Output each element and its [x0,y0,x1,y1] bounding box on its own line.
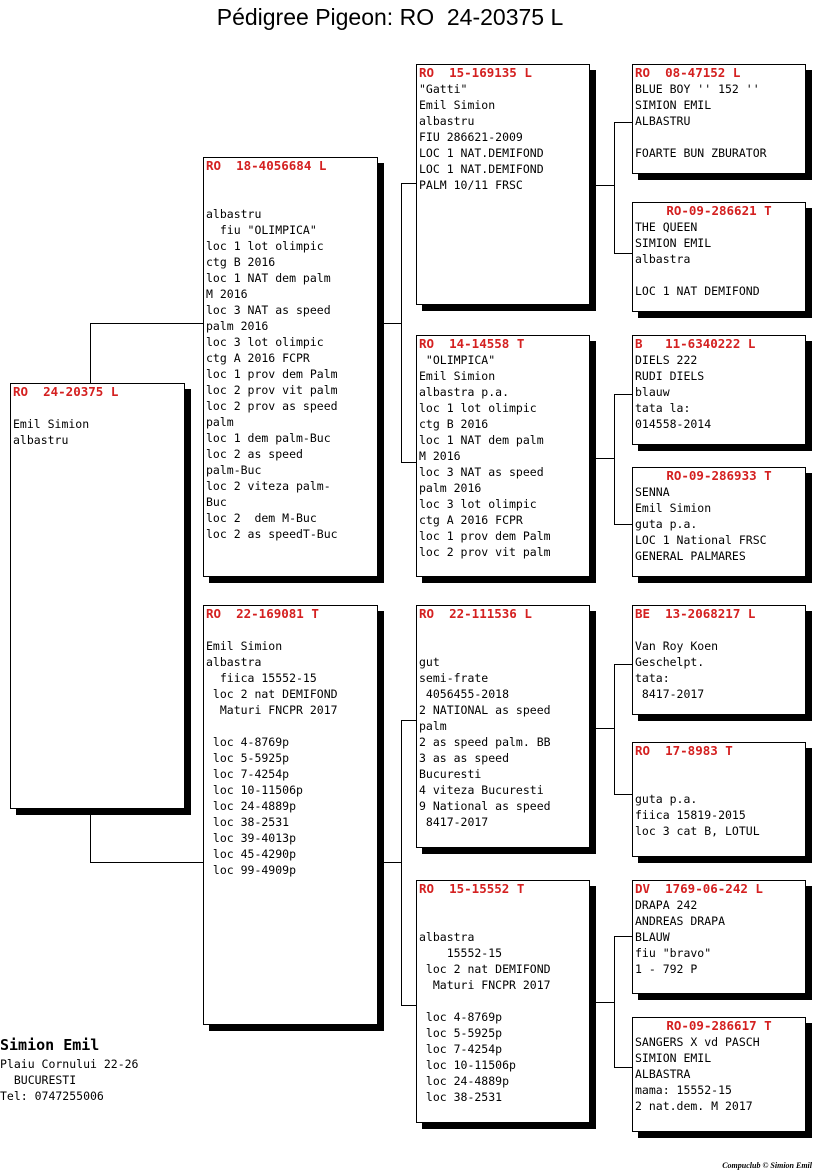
detail-line: fiica 15552-15 [206,671,317,685]
connector [614,664,632,665]
detail-line: BLAUW [635,930,670,944]
detail-line: SANGERS X vd PASCH [635,1035,760,1049]
ring-number: B 11-6340222 L [635,336,756,351]
detail-line [206,718,377,734]
ring-number: DV 1769-06-242 L [635,881,763,896]
detail-line: loc 45-4290p [206,847,297,861]
detail-line: semi-frate [419,671,489,685]
detail-line: SIMION EMIL [635,98,712,112]
detail-line: LOC 1 NAT.DEMIFOND [419,162,544,176]
connector [377,323,401,324]
detail-line: palm 2016 [206,319,269,333]
pigeon-details [633,1034,805,1114]
pigeon-card-dam-sire-sire[interactable] [632,605,806,715]
detail-line: LOC 1 NAT.DEMIFOND [419,146,544,160]
detail-line: loc 2 as speed [206,447,303,461]
connector [614,936,615,1068]
pigeon-details [633,81,805,161]
detail-line: loc 10-11506p [206,783,303,797]
footer-credit: Compuclub © Simion Emil [722,1161,812,1170]
detail-line: Emil Simion [419,98,496,112]
detail-line: Maturi FNCPR 2017 [206,703,338,717]
detail-line [635,129,805,145]
detail-line: loc 38-2531 [206,815,290,829]
detail-line [13,400,184,416]
detail-line: 4056455-2018 [419,687,510,701]
detail-line: loc 1 NAT dem palm [206,271,331,285]
detail-line: guta p.a. [635,792,698,806]
detail-line [419,622,589,638]
detail-line: M 2016 [206,287,248,301]
detail-line: ANDREAS DRAPA [635,914,726,928]
connector [590,1002,614,1003]
connector [401,183,417,184]
pigeon-details [204,622,377,878]
detail-line: DIELS 222 [635,353,698,367]
connector [614,524,632,525]
detail-line: GENERAL PALMARES [635,549,746,563]
detail-line: Emil Simion [419,369,496,383]
detail-line: ctg B 2016 [419,417,489,431]
detail-line: albastra p.a. [419,385,510,399]
detail-line: Bucuresti [419,767,482,781]
detail-line: 014558-2014 [635,417,712,431]
connector [401,462,417,463]
detail-line [419,897,589,913]
detail-line: ctg A 2016 FCPR [419,513,523,527]
detail-line: 8417-2017 [635,687,705,701]
detail-line: SENNA [635,485,670,499]
ring-number: BE 13-2068217 L [635,606,756,621]
detail-line: blauw [635,385,670,399]
connector [90,808,91,863]
pigeon-details [633,352,805,432]
connector [614,122,615,254]
ring-number: RO 22-169081 T [206,606,319,621]
detail-line: guta p.a. [635,517,698,531]
detail-line: FOARTE BUN ZBURATOR [635,146,767,160]
detail-line [206,622,377,638]
detail-line: 3 as as speed [419,751,510,765]
detail-line: Maturi FNCPR 2017 [419,978,551,992]
pigeon-card-dam-dam-dam[interactable] [632,1017,806,1132]
detail-line: ALBASTRA [635,1067,691,1081]
pigeon-card-sire-dam-dam[interactable] [632,467,806,577]
detail-line: loc 7-4254p [419,1042,503,1056]
detail-line [635,267,805,283]
connector [90,323,91,383]
detail-line: albastra [635,252,691,266]
connector [90,862,204,863]
detail-line: LOC 1 NAT DEMIFOND [635,284,760,298]
connector [614,253,632,254]
owner-phone: Tel: 0747255006 [0,1089,104,1103]
connector [614,936,632,937]
ring-number: RO-09-286621 T [666,203,772,218]
owner-name: Simion Emil [0,1036,100,1054]
ring-number: RO 15-15552 T [419,881,525,896]
connector [590,728,614,729]
detail-line [419,913,589,929]
detail-line: LOC 1 National FRSC [635,533,767,547]
detail-line: ALBASTRU [635,114,691,128]
detail-line: loc 3 lot olimpic [206,335,324,349]
detail-line: loc 3 lot olimpic [419,497,537,511]
detail-line: 2 NATIONAL as speed [419,703,551,717]
connector [614,664,615,795]
detail-line: loc 2 prov vit palm [419,545,551,559]
detail-line: fiu "bravo" [635,946,712,960]
connector [614,122,632,123]
detail-line: loc 1 lot olimpic [206,239,324,253]
detail-line: loc 2 prov as speed [206,399,338,413]
detail-line: 2 as speed palm. BB [419,735,551,749]
connector [614,1067,632,1068]
detail-line: SIMION EMIL [635,236,712,250]
owner-city: BUCURESTI [0,1073,77,1087]
detail-line: albastra [419,930,475,944]
detail-line: loc 7-4254p [206,767,290,781]
detail-line [206,190,377,206]
pigeon-details [633,759,805,839]
ring-number: RO-09-286617 T [666,1018,772,1033]
detail-line: palm 2016 [419,481,482,495]
detail-line [419,638,589,654]
detail-line: BLUE BOY '' 152 '' [635,82,760,96]
connector [614,394,632,395]
detail-line: fiu "OLIMPICA" [206,223,317,237]
detail-line: SIMION EMIL [635,1051,712,1065]
detail-line: Emil Simion [206,639,283,653]
detail-line: Geschelpt. [635,655,705,669]
detail-line: loc 2 prov vit palm [206,383,338,397]
detail-line: "Gatti" [419,82,468,96]
ring-number: RO 17-8983 T [635,743,733,758]
detail-line: loc 1 prov dem Palm [419,529,551,543]
detail-line: albastru [206,207,262,221]
detail-line: THE QUEEN [635,220,698,234]
detail-line: loc 1 lot olimpic [419,401,537,415]
ring-number: RO 18-4056684 L [206,158,327,173]
ring-number: RO-09-286933 T [666,468,772,483]
detail-line: M 2016 [419,449,461,463]
detail-line [635,622,805,638]
pigeon-details [633,219,805,299]
detail-line: ctg A 2016 FCPR [206,351,310,365]
detail-line: ctg B 2016 [206,255,276,269]
detail-line: 1 - 792 P [635,962,698,976]
detail-line: RUDI DIELS [635,369,705,383]
connector [614,394,615,525]
detail-line: 2 nat.dem. M 2017 [635,1099,753,1113]
pigeon-card-sire-dam-sire[interactable] [632,335,806,445]
pigeon-card-sire-dam[interactable] [416,335,590,577]
detail-line: loc 2 viteza palm- [206,479,331,493]
detail-line: loc 5-5925p [206,751,290,765]
detail-line: loc 3 NAT as speed [206,303,331,317]
detail-line: loc 39-4013p [206,831,297,845]
pigeon-details [417,81,589,193]
pigeon-details [417,622,589,830]
connector [401,720,417,721]
connector [401,1005,417,1006]
pigeon-card-dam-dam-sire[interactable] [632,880,806,994]
connector [590,185,614,186]
detail-line [206,174,377,190]
pigeon-details [11,400,184,448]
pigeon-details [633,622,805,702]
ring-number: RO 24-20375 L [13,384,119,399]
detail-line: tata la: [635,401,691,415]
connector [90,323,204,324]
pigeon-details [204,174,377,542]
detail-line: loc 3 NAT as speed [419,465,544,479]
detail-line: tata: [635,671,670,685]
pigeon-details [417,352,589,560]
detail-line: fiica 15819-2015 [635,808,746,822]
detail-line: PALM 10/11 FRSC [419,178,523,192]
detail-line: loc 1 dem palm-Buc [206,431,331,445]
detail-line: loc 4-8769p [419,1010,503,1024]
pigeon-card-dam[interactable] [203,605,378,1025]
detail-line: albastru [419,114,475,128]
detail-line: loc 2 as speedT-Buc [206,527,338,541]
detail-line: Buc [206,495,227,509]
detail-line [635,759,805,775]
detail-line: loc 5-5925p [419,1026,503,1040]
detail-line: Van Roy Koen [635,639,719,653]
detail-line: loc 2 nat DEMIFOND [206,687,338,701]
pigeon-card-sire[interactable] [203,157,378,577]
connector [401,720,402,1006]
detail-line: albastra [206,655,262,669]
detail-line: gut [419,655,440,669]
detail-line: FIU 286621-2009 [419,130,523,144]
detail-line: palm-Buc [206,463,262,477]
detail-line: 4 viteza Bucuresti [419,783,544,797]
ring-number: RO 14-14558 T [419,336,525,351]
ring-number: RO 08-47152 L [635,65,741,80]
detail-line: 15552-15 [419,946,503,960]
detail-line: loc 4-8769p [206,735,290,749]
detail-line [635,775,805,791]
detail-line: albastru [13,433,69,447]
connector [401,183,402,463]
detail-line: loc 2 dem M-Buc [206,511,317,525]
detail-line: loc 1 prov dem Palm [206,367,338,381]
detail-line: loc 2 nat DEMIFOND [419,962,551,976]
detail-line: mama: 15552-15 [635,1083,732,1097]
connector [614,794,632,795]
pigeon-details [633,484,805,564]
ring-number: RO 15-169135 L [419,65,532,80]
detail-line: DRAPA 242 [635,898,698,912]
pigeon-details [633,897,805,977]
detail-line: palm [419,719,447,733]
owner-info [0,1034,138,1104]
pigeon-card-subject[interactable] [10,383,185,809]
detail-line: loc 24-4889p [419,1074,510,1088]
pigeon-card-dam-sire-dam[interactable] [632,742,806,857]
connector [377,862,401,863]
detail-line: palm [206,415,234,429]
connector [590,458,614,459]
detail-line: loc 10-11506p [419,1058,516,1072]
detail-line: Emil Simion [635,501,712,515]
detail-line: loc 99-4909p [206,863,297,877]
detail-line: Emil Simion [13,417,90,431]
pigeon-card-sire-sire-sire[interactable] [632,64,806,174]
detail-line: loc 1 NAT dem palm [419,433,544,447]
detail-line: 9 National as speed [419,799,551,813]
pigeon-details [417,897,589,1105]
pigeon-card-dam-sire[interactable] [416,605,590,848]
detail-line: loc 38-2531 [419,1090,503,1104]
pigeon-card-dam-dam[interactable] [416,880,590,1123]
detail-line [419,993,589,1009]
pigeon-card-sire-sire-dam[interactable] [632,202,806,312]
ring-number: RO 22-111536 L [419,606,532,621]
detail-line: loc 24-4889p [206,799,297,813]
owner-address: Plaiu Cornului 22-26 [0,1057,139,1071]
detail-line: "OLIMPICA" [419,353,496,367]
detail-line: loc 3 cat B, LOTUL [635,824,760,838]
pigeon-card-sire-sire[interactable] [416,64,590,305]
page-title: Pédigree Pigeon: RO 24-20375 L [216,4,564,30]
detail-line: 8417-2017 [419,815,489,829]
